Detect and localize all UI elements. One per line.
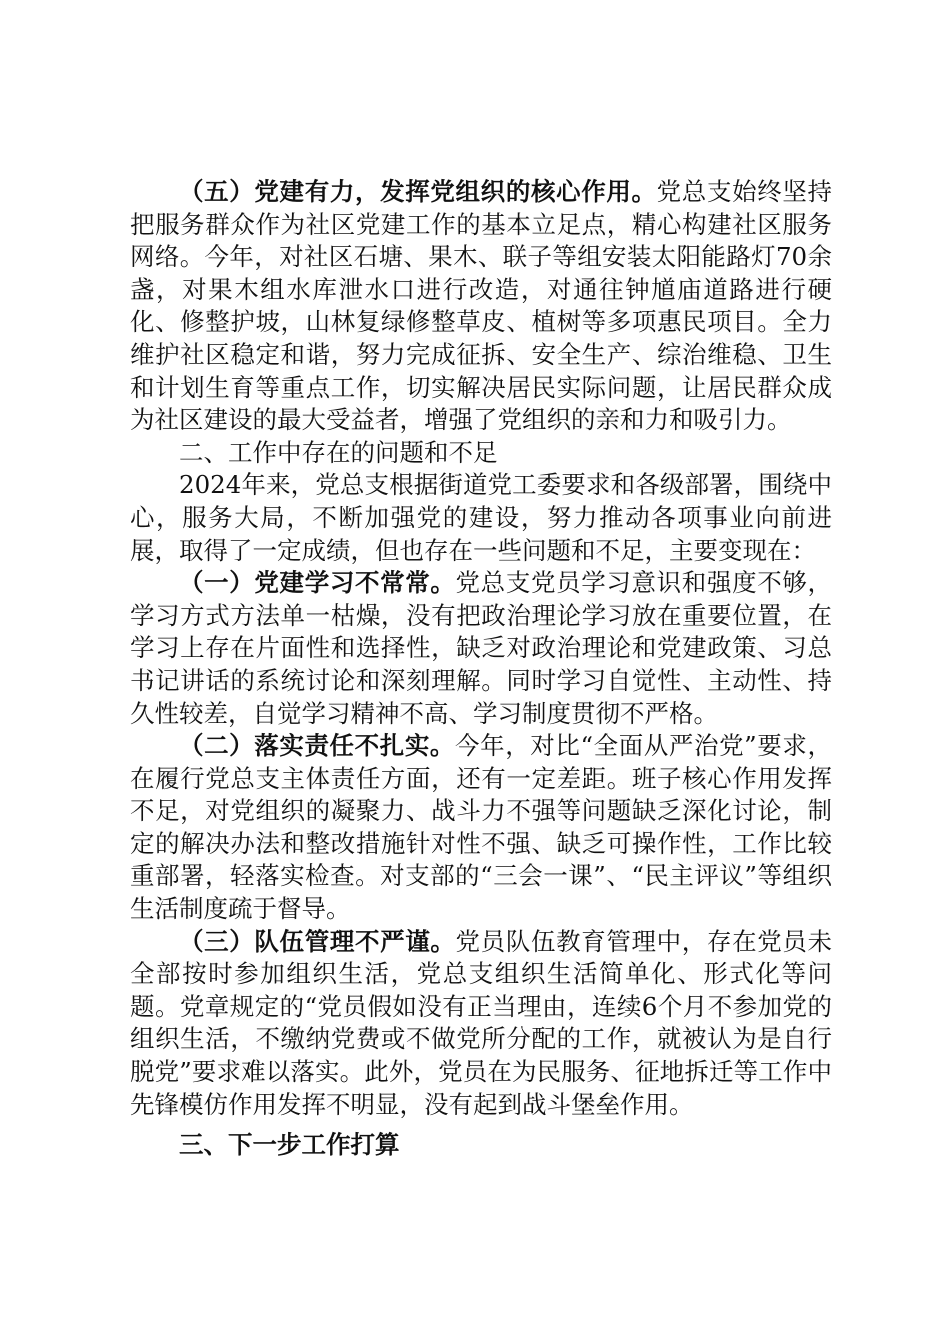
paragraph-text: 今年，对比“全面从严治党”要求，在履行党总支主体责任方面，还有一定差距。班子核心作用发挥不足，对党组织的凝聚力、战斗力不强等问题缺乏深化讨论，制定的解决办法和整改措施针对性不强、缺乏可操作性，工作比较重部署，轻落实检查。对支部的“三会一课”、“民主评议”等组织生活制度疏于督导。 [130,731,832,924]
paragraph-party-building [130,176,832,437]
paragraph-responsibility [130,730,832,926]
document-body [130,176,832,1162]
paragraph-lead: （二）落实责任不扎实。 [179,731,456,761]
paragraph-text: 党员队伍教育管理中，存在党员未全部按时参加组织生活，党总支组织生活简单化、形式化等问题。党章规定的“党员假如没有正当理由，连续6个月不参加党的组织生活，不缴纳党费或不做党所分配的工作，就被认为是自行脱党”要求难以落实。此外，党员在为民服务、征地拆迁等工作中先锋模仿作用发挥不明显，没有起到战斗堡垒作用。 [130,926,833,1119]
paragraph-lead: （五）党建有力，发挥党组织的核心作用。 [179,177,657,206]
section-heading-problems: 二、工作中存在的问题和不足 [179,437,498,467]
paragraph-lead: （三）队伍管理不严谨。 [179,926,456,956]
paragraph-text: 党总支党员学习意识和强度不够，学习方式方法单一枯燥，没有把政治理论学习放在重要位置，在学习上存在片面性和选择性，缺乏对政治理论和党建政策、习总书记讲话的系统讨论和深刻理解。同时学习自觉性、主动性、持久性较差，自觉学习精神不高、学习制度贯彻不严格。 [130,568,833,728]
paragraph-study [130,567,832,730]
paragraph-lead: （一）党建学习不常常。 [179,568,456,598]
paragraph-text: 党总支始终坚持把服务群众作为社区党建工作的基本立足点，精心构建社区服务网络。今年，对社区石塘、果木、联子等组安装太阳能路灯70余盏，对果木组水库泄水口进行改造，对通往钟馗庙道路进行硬化、修整护坡，山林复绿修整草皮、植树等多项惠民项目。全力维护社区稳定和谐，努力完成征拆、安全生产、综治维稳、卫生和计划生育等重点工作，切实解决居民实际问题，让居民群众成为社区建设的最大受益者，增强了党组织的亲和力和吸引力。 [130,177,833,435]
paragraph-team-management [130,926,832,1122]
paragraph-intro: 2024年来，党总支根据街道党工委要求和各级部署，围绕中心，服务大局，不断加强党的建设，努力推动各项事业向前进展，取得了一定成绩，但也存在一些问题和不足，主要变现在： [130,470,832,565]
section-heading-next-steps: 三、下一步工作打算 [179,1130,400,1160]
